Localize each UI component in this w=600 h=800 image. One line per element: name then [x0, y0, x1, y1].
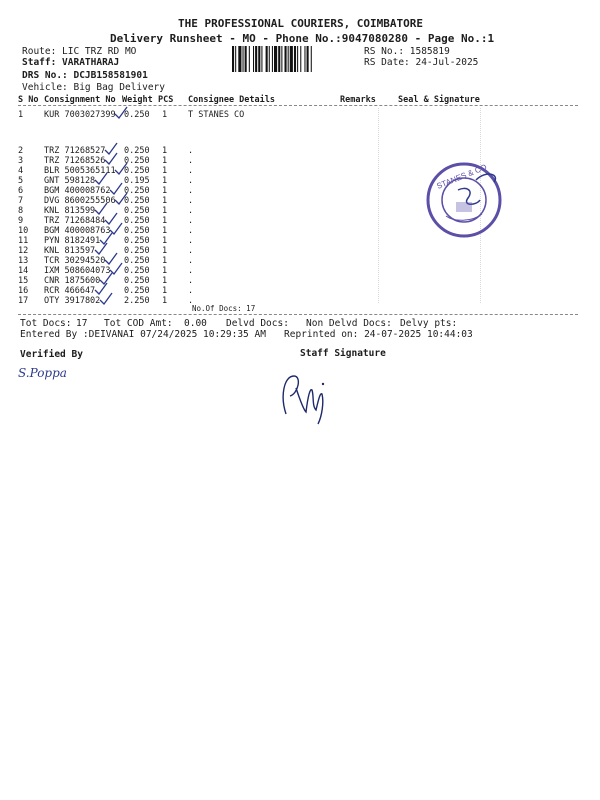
cell-consignment: BLR 5005365111 [44, 166, 116, 176]
header-pcs: PCS [158, 95, 174, 105]
cell-weight: 0.250 [124, 156, 150, 166]
cell-pcs: 1 [162, 196, 168, 206]
barcode-bar [285, 46, 287, 72]
cell-sno: 4 [18, 166, 24, 176]
table-row [18, 246, 378, 256]
barcode-bar [304, 46, 305, 72]
table-row [18, 256, 378, 266]
header-sno: S No [18, 95, 39, 105]
entered-by: Entered By :DEIVANAI 07/24/2025 10:29:35 AM [20, 329, 266, 340]
cell-sno: 15 [18, 276, 29, 286]
cell-weight: 0.250 [124, 266, 150, 276]
cell-pcs: 1 [162, 176, 168, 186]
cell-weight: 0.250 [124, 206, 150, 216]
cell-weight: 2.250 [124, 296, 150, 306]
cell-consignment: BGM 400008762 [44, 186, 111, 196]
barcode-bar [281, 46, 282, 72]
cell-consignment: OTY 3917802 [44, 296, 101, 306]
cell-pcs: 1 [162, 156, 168, 166]
cell-consignment: KNL 813599 [44, 206, 96, 216]
cell-consignment: PYN 8182491 [44, 236, 101, 246]
tot-cod-value: 0.00 [184, 318, 207, 329]
cell-weight: 0.250 [124, 196, 150, 206]
barcode-bar [311, 46, 312, 72]
verified-by-label: Verified By [20, 349, 83, 360]
cell-consignee: . [188, 206, 194, 216]
header-consignment: Consignment No [44, 95, 116, 105]
cell-consignment: KUR 7003027399 [44, 110, 116, 120]
barcode-bar [294, 46, 296, 72]
barcode-bar [235, 46, 236, 72]
cell-sno: 6 [18, 186, 24, 196]
cell-weight: 0.250 [124, 246, 150, 256]
cell-weight: 0.250 [124, 110, 150, 120]
cell-weight: 0.250 [124, 236, 150, 246]
barcode-bar [269, 46, 270, 72]
tot-docs-value: 17 [76, 318, 88, 329]
cell-consignment: DVG 8600255506 [44, 196, 116, 206]
reprinted-on: Reprinted on: 24-07-2025 10:44:03 [284, 329, 473, 340]
check-mark-icon [113, 106, 129, 120]
barcode-bar [255, 46, 257, 72]
barcode-bar [307, 46, 309, 72]
barcode-bar [232, 46, 234, 72]
cell-pcs: 1 [162, 236, 168, 246]
cell-sno: 16 [18, 286, 29, 296]
cell-weight: 0.195 [124, 176, 150, 186]
cell-consignee: . [188, 156, 194, 166]
cell-pcs: 1 [162, 216, 168, 226]
barcode-bar [297, 46, 298, 72]
cell-consignee: . [188, 176, 194, 186]
cell-weight: 0.250 [124, 276, 150, 286]
table-row [18, 176, 378, 186]
table-row [18, 206, 378, 216]
table-row [18, 196, 378, 206]
route-label: Route: LIC TRZ RD MO [22, 46, 137, 57]
staff-signature-label: Staff Signature [300, 348, 386, 359]
cell-consignee: . [188, 296, 194, 306]
runsheet-subtitle: Delivery Runsheet - MO - Phone No.:9047080280 - Page No.:1 [110, 32, 495, 45]
cell-pcs: 1 [162, 110, 168, 120]
barcode-bar [253, 46, 254, 72]
table-row [18, 156, 378, 166]
cell-consignee: . [188, 276, 194, 286]
cell-consignment: TRZ 71268527 [44, 146, 106, 156]
tot-docs-label: Tot Docs: [20, 318, 72, 329]
cell-weight: 0.250 [124, 286, 150, 296]
cell-consignee: . [188, 226, 194, 236]
cell-pcs: 1 [162, 246, 168, 256]
cell-pcs: 1 [162, 226, 168, 236]
table-row [18, 236, 378, 246]
cell-consignment: CNR 1875600 [44, 276, 101, 286]
check-mark-icon [98, 292, 114, 306]
rs-number: RS No.: 1585819 [364, 46, 450, 57]
cell-consignee: . [188, 266, 194, 276]
tot-cod-label: Tot COD Amt: [104, 318, 173, 329]
cell-consignment: TRZ 71268484 [44, 216, 106, 226]
table-row [18, 286, 378, 296]
table-row [18, 146, 378, 156]
cell-sno: 11 [18, 236, 29, 246]
cell-consignment: TRZ 71268526 [44, 156, 106, 166]
cell-consignment: KNL 813597 [44, 246, 96, 256]
cell-consignment: TCR 30294520 [44, 256, 106, 266]
header-divider [18, 105, 578, 106]
cell-pcs: 1 [162, 286, 168, 296]
cell-consignee: . [188, 216, 194, 226]
barcode-bar [266, 46, 268, 72]
header-seal-signature: Seal & Signature [398, 95, 480, 105]
table-row [18, 166, 378, 176]
cell-weight: 0.250 [124, 256, 150, 266]
delvd-docs-label: Delvd Docs: [226, 318, 289, 329]
barcode-bar [238, 46, 241, 72]
cell-sno: 7 [18, 196, 24, 206]
table-row [18, 226, 378, 236]
cell-consignee: . [188, 286, 194, 296]
cell-pcs: 1 [162, 266, 168, 276]
check-mark-icon [113, 162, 129, 176]
cell-consignee: . [188, 166, 194, 176]
cell-sno: 5 [18, 176, 24, 186]
cell-sno: 10 [18, 226, 29, 236]
barcode-image [232, 46, 356, 72]
cell-consignee: . [188, 146, 194, 156]
no-of-docs: No.Of Docs: 17 [192, 304, 256, 313]
cell-pcs: 1 [162, 146, 168, 156]
cell-sno: 2 [18, 146, 24, 156]
drs-number: DRS No.: DCJB158581901 [22, 70, 148, 81]
cell-weight: 0.250 [124, 216, 150, 226]
svg-text:STANES & CO: STANES & CO [435, 162, 489, 191]
table-bottom-divider [18, 314, 578, 315]
cell-consignment: RCR 466647 [44, 286, 96, 296]
barcode-bar [258, 46, 260, 72]
cell-consignee: . [188, 186, 194, 196]
table-row [18, 266, 378, 276]
cell-sno: 8 [18, 206, 24, 216]
non-delvd-docs-label: Non Delvd Docs: [306, 318, 392, 329]
header-remarks: Remarks [340, 95, 376, 105]
cell-sno: 1 [18, 110, 24, 120]
barcode-bar [249, 46, 250, 72]
vehicle-label: Vehicle: Big Bag Delivery [22, 82, 165, 93]
check-mark-icon [93, 172, 109, 186]
rs-date: RS Date: 24-Jul-2025 [364, 57, 479, 68]
barcode-bar [278, 46, 280, 72]
cell-pcs: 1 [162, 276, 168, 286]
delvy-pts-label: Delvy pts: [400, 318, 458, 329]
header-consignee: Consignee Details [188, 95, 275, 105]
barcode-bar [274, 46, 277, 72]
cell-consignment: GNT 598128 [44, 176, 96, 186]
barcode-bar [290, 46, 293, 72]
company-stamp [416, 150, 516, 250]
column-guide [378, 108, 379, 303]
staff-label: Staff: VARATHARAJ [22, 57, 120, 68]
cell-pcs: 1 [162, 256, 168, 266]
cell-pcs: 1 [162, 206, 168, 216]
cell-weight: 0.250 [124, 166, 150, 176]
barcode-bar [272, 46, 273, 72]
header-weight: Weight [122, 95, 153, 105]
cell-consignee: T STANES CO [188, 110, 245, 120]
check-mark-icon [113, 192, 129, 206]
barcode-bar [245, 46, 247, 72]
cell-consignee: . [188, 246, 194, 256]
table-row [18, 110, 378, 120]
cell-weight: 0.250 [124, 146, 150, 156]
cell-weight: 0.250 [124, 186, 150, 196]
cell-pcs: 1 [162, 166, 168, 176]
staff-signature-scribble [276, 366, 336, 426]
cell-weight: 0.250 [124, 226, 150, 236]
table-row [18, 216, 378, 226]
cell-pcs: 1 [162, 186, 168, 196]
cell-consignment: BGM 400008763 [44, 226, 111, 236]
cell-sno: 9 [18, 216, 24, 226]
barcode-bar [300, 46, 301, 72]
table-row [18, 186, 378, 196]
verifier-handwritten-name: S.Poppa [18, 366, 67, 380]
cell-sno: 13 [18, 256, 29, 266]
table-row [18, 276, 378, 286]
barcode-bar [243, 46, 244, 72]
cell-consignee: . [188, 236, 194, 246]
cell-sno: 14 [18, 266, 29, 276]
cell-consignee: . [188, 196, 194, 206]
cell-consignment: IXM 508604073 [44, 266, 111, 276]
barcode-bar [261, 46, 262, 72]
cell-sno: 17 [18, 296, 29, 306]
company-title: THE PROFESSIONAL COURIERS, COIMBATORE [178, 17, 424, 30]
cell-sno: 3 [18, 156, 24, 166]
cell-pcs: 1 [162, 296, 168, 306]
barcode-bar [288, 46, 289, 72]
cell-consignee: . [188, 256, 194, 266]
cell-sno: 12 [18, 246, 29, 256]
